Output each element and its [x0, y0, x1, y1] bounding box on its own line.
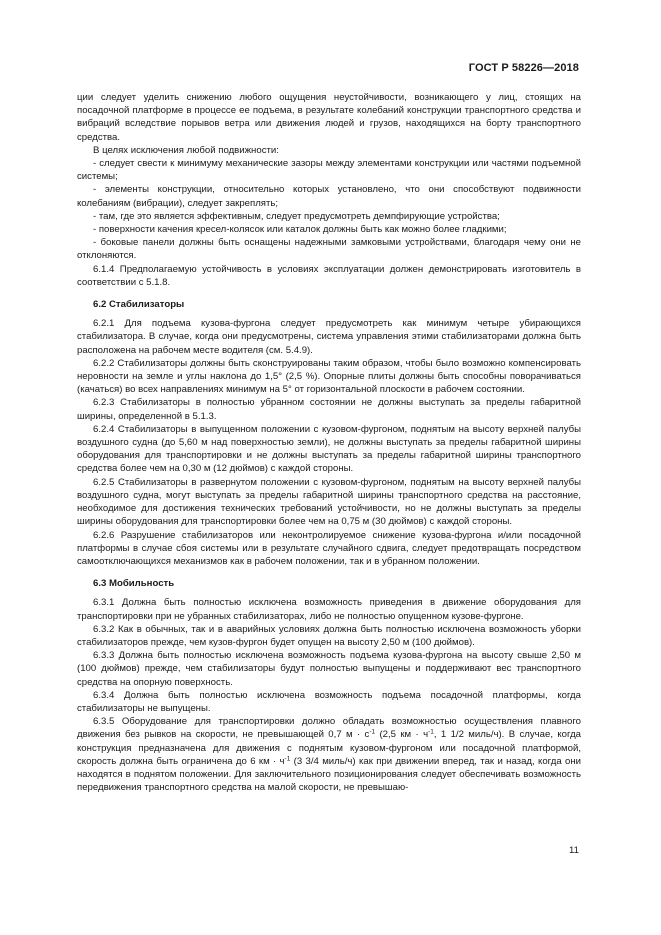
paragraph: 6.3.2 Как в обычных, так и в аварийных условиях должна быть полностью исключена возможность уборки стабилизаторов прежде, чем кузов-фургон будет опущен на высоту 2,50 м (100 дюймов).: [77, 623, 581, 648]
paragraph: 6.1.4 Предполагаемую устойчивость в условиях эксплуатации должен демонстрировать изготовитель в соответствии с 5.1.8.: [77, 263, 581, 288]
paragraph: [77, 715, 581, 794]
paragraph: В целях исключения любой подвижности:: [93, 144, 279, 156]
paragraph: 6.2.5 Стабилизаторы в развернутом положении с кузовом-фургоном, поднятым на высоту верхней палубы воздушного судна, могут выступать за пределы габаритной ширины транспортного средства на расстояние, необходимое для достижения технических требований устойчивости, но не должны выступать за пределы ширины оборудования для транспортировки более чем на 0,75 м (30 дюймов) с каждой стороны.: [77, 476, 581, 528]
paragraph: 6.2.2 Стабилизаторы должны быть сконструированы таким образом, чтобы было возможно компенсировать неровности на земле и углы наклона до 1,5° (2,5 %). Опорные плиты должны быть способны поворачиваться (качаться) во всех направлениях минимум на 5° от горизонтальной плоскости в рабочем состоянии.: [77, 357, 581, 396]
list-item: - боковые панели должны быть оснащены надежными замковыми устройствами, благодаря чему они не отклоняются.: [77, 237, 581, 262]
list-item: - поверхности качения кресел-колясок или каталок должны быть как можно более гладкими;: [93, 224, 507, 236]
paragraph: 6.2.3 Стабилизаторы в полностью убранном состоянии не должны выступать за пределы габаритной ширины, определенной в 5.1.3.: [77, 397, 581, 422]
superscript: -1: [428, 728, 434, 736]
paragraph: 6.3.4 Должна быть полностью исключена возможность подъема посадочной платформы, когда стабилизаторы не выпущены.: [77, 689, 581, 714]
list-item: - элементы конструкции, относительно которых установлено, что они способствуют подвижности колебаниям (вибрации), следует закреплять;: [77, 184, 581, 209]
list-item: - там, где это является эффективным, следует предусмотреть демпфирующие устройства;: [93, 210, 500, 222]
superscript: -1: [369, 728, 376, 736]
text-run: (3 3/4 миль/ч) как при движении вперед, так и назад, когда они находятся в поднятом положении. Для заключительного позиционирования следует обеспечивать возможность передвижения транспортного средства на малой скорости, не превышаю-: [77, 755, 581, 794]
section-heading: 6.3 Мобильность: [93, 578, 175, 590]
paragraph: 6.2.1 Для подъема кузова-фургона следует предусмотреть как минимум четыре убирающихся стабилизатора. В случае, когда они предусмотрены, система управления этими стабилизаторами должна быть расположена на рабочем месте водителя (см. 5.4.9).: [77, 318, 581, 356]
paragraph: 6.2.6 Разрушение стабилизаторов или неконтролируемое снижение кузова-фургона и/или посадочной платформы в случае сбоя системы или в результате случайного сдвига, следует предотвращать посредством самоотключающихся механизмов как в рабочем положении, так и в убранном положении.: [77, 529, 581, 567]
section-heading: 6.2 Стабилизаторы: [93, 299, 185, 311]
document-header: ГОСТ Р 58226—2018: [468, 62, 579, 74]
text-run: (2,5 км · ч: [375, 729, 429, 741]
list-item: - следует свести к минимуму механические зазоры между элементами конструкции или частями подъемной системы;: [77, 158, 581, 183]
paragraph: 6.3.1 Должна быть полностью исключена возможность приведения в движение оборудования для транспортировки при не убранных стабилизаторах, либо не полностью опущенном кузове-фургоне.: [77, 597, 581, 622]
paragraph: ции следует уделить снижению любого ощущения неустойчивости, возникающего у лиц, стоящих на посадочной платформе в процессе ее подъема, в результате колебаний конструкции транспортного средства и вибраций вследствие порывов ветра или движения людей и грузов, находящихся на борту транспортного средства.: [77, 92, 581, 143]
text-run: 6.3.5 Оборудование для транспортировки должно обладать возможностью осуществления плавного движения без рывков на скорости, не превышающей 0,7 м · с: [77, 716, 581, 741]
document-body: [77, 91, 581, 794]
paragraph: 6.2.4 Стабилизаторы в выпущенном положении с кузовом-фургоном, поднятым на высоту верхней палубы воздушного судна (до 5,60 м над поверхностью земли), не должны выступать за пределы габаритной ширины оборудования для транспортировки и не должны выступать за пределы габаритной ширины транспортного средства более чем на 0,30 м (12 дюймов) с каждой стороны.: [77, 423, 581, 475]
page-number: 11: [569, 845, 579, 856]
superscript: -1: [284, 755, 291, 763]
paragraph: 6.3.3 Должна быть полностью исключена возможность подъема кузова-фургона на высоту свыше 2,50 м (100 дюймов) прежде, чем стабилизаторы будут полностью выпущены и поддерживают вес транспортного средства на опорную поверхность.: [77, 650, 581, 688]
text-run: , 1 1/2 миль/ч). В случае, когда конструкция предназначена для движения с поднятым кузовом-фургоном или посадочной платформой, скорость должна быть ограничена до 6 км · ч: [77, 729, 581, 767]
